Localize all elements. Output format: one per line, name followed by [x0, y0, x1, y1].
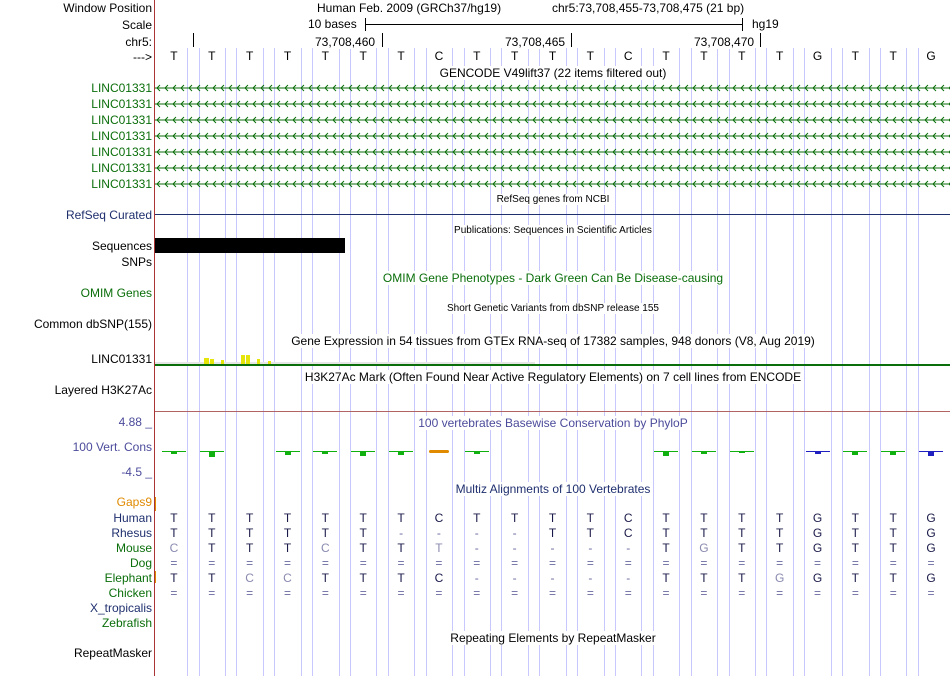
phylop-baseline-segment — [351, 451, 375, 452]
alignment-base: T — [473, 511, 481, 525]
alignment-base: = — [435, 586, 443, 600]
alignment-base: = — [397, 556, 405, 570]
alignment-base: T — [359, 571, 367, 585]
refseq-gene-line[interactable] — [155, 214, 950, 215]
gtex-bar[interactable] — [257, 359, 260, 364]
alignment-base: T — [586, 511, 595, 525]
gaps-track-label[interactable]: Gaps9 — [116, 495, 152, 509]
phylop-baseline-segment — [692, 451, 716, 452]
alignment-base: = — [662, 556, 670, 570]
base-letter: T — [510, 49, 519, 63]
base-letter: T — [321, 49, 330, 63]
alignment-base: - — [588, 541, 593, 555]
alignment-base: = — [738, 586, 746, 600]
gaps-marker — [155, 497, 156, 511]
gridline — [717, 48, 718, 676]
alignment-base: = — [246, 556, 254, 570]
phylop-mark[interactable] — [171, 452, 177, 454]
alignment-base: T — [889, 526, 897, 540]
phylop-baseline-segment — [200, 451, 224, 452]
base-letter: G — [812, 49, 823, 63]
h3k27ac-track-label[interactable]: Layered H3K27Ac — [54, 383, 152, 397]
gencode-row-label[interactable]: LINC01331 — [91, 145, 152, 159]
strand-label: ---> — [133, 50, 152, 64]
alignment-base: T — [435, 541, 443, 555]
alignment-base: T — [889, 541, 897, 555]
alignment-base: T — [170, 511, 178, 525]
phylop-mark[interactable] — [852, 452, 858, 455]
omim-track-title: OMIM Gene Phenotypes - Dark Green Can Be Disease-causing — [382, 271, 724, 285]
gencode-row-label[interactable]: LINC01331 — [91, 81, 152, 95]
snps-track-label[interactable]: SNPs — [121, 255, 152, 269]
alignment-base: G — [926, 511, 936, 525]
alignment-base: T — [738, 526, 746, 540]
phylop-mark[interactable] — [928, 452, 934, 456]
phylop-baseline-segment — [806, 451, 830, 452]
base-letter: T — [700, 49, 708, 63]
alignment-base: = — [397, 586, 405, 600]
alignment-base: T — [170, 526, 178, 540]
base-letter: C — [434, 49, 444, 63]
alignment-base: T — [208, 571, 216, 585]
alignment-base: T — [397, 511, 405, 525]
alignment-base: = — [473, 586, 481, 600]
browser-track-area[interactable] — [155, 0, 950, 676]
alignment-base: T — [359, 526, 367, 540]
gtex-bar[interactable] — [221, 360, 224, 364]
alignment-base: T — [700, 526, 708, 540]
alignment-base: T — [586, 526, 595, 540]
species-label-human[interactable]: Human — [113, 511, 152, 525]
gridline — [869, 48, 870, 676]
gtex-bar[interactable] — [241, 355, 245, 364]
alignment-base: T — [889, 511, 897, 525]
alignment-base: - — [474, 541, 479, 555]
base-letter: T — [170, 49, 178, 63]
alignment-base: = — [738, 556, 746, 570]
alignment-base: = — [927, 586, 935, 600]
alignment-base: = — [511, 586, 519, 600]
assembly-name: Human Feb. 2009 (GRCh37/hg19) — [317, 1, 502, 15]
base-letter: T — [359, 49, 367, 63]
phylop-baseline-segment — [313, 451, 337, 452]
scale-text: 10 bases — [308, 17, 357, 31]
ruler-tick — [382, 33, 383, 47]
base-letter: C — [623, 49, 633, 63]
base-letter: T — [889, 49, 897, 63]
base-letter: T — [245, 49, 254, 63]
gridline — [880, 48, 881, 676]
alignment-base: C — [283, 571, 292, 585]
alignment-base: T — [245, 526, 254, 540]
alignment-base: G — [812, 571, 823, 585]
phylop-baseline-segment — [389, 451, 413, 452]
ruler-tick — [193, 33, 194, 47]
gtex-bar[interactable] — [268, 361, 271, 364]
gridline — [679, 48, 680, 676]
phylop-baseline-segment — [654, 451, 678, 452]
alignment-base: T — [738, 571, 746, 585]
phylop-min-label: -4.5 _ — [121, 465, 152, 479]
gridline — [793, 48, 794, 676]
alignment-base: = — [889, 586, 897, 600]
scale-bar-left-tick — [365, 18, 366, 31]
alignment-base: - — [512, 541, 517, 555]
phylop-baseline-segment — [276, 451, 300, 452]
alignment-base: G — [812, 511, 823, 525]
phylop-mark[interactable] — [322, 452, 328, 454]
alignment-base: = — [851, 586, 859, 600]
phylop-track-label[interactable]: 100 Vert. Cons — [72, 440, 152, 454]
scale-label: Scale — [121, 18, 152, 32]
gencode-transcript-line[interactable] — [155, 116, 950, 124]
phylop-mark[interactable] — [739, 452, 745, 453]
alignment-base: = — [208, 556, 216, 570]
alignment-base: - — [399, 526, 404, 540]
alignment-base: T — [548, 526, 557, 540]
phylop-baseline-segment — [881, 451, 905, 452]
phylop-track-title: 100 vertebrates Basewise Conservation by PhyloP — [418, 416, 688, 430]
gencode-transcript-line[interactable] — [155, 84, 950, 92]
track-label-column — [0, 0, 154, 676]
alignment-base: - — [512, 526, 517, 540]
ruler-tick — [760, 33, 761, 47]
alignment-base: T — [889, 571, 897, 585]
alignment-base: = — [473, 556, 481, 570]
chrom-label: chr5: — [125, 35, 152, 49]
species-label-rhesus[interactable]: Rhesus — [111, 526, 152, 540]
alignment-base: = — [776, 586, 784, 600]
alignment-base: - — [626, 541, 631, 555]
phylop-mark[interactable] — [360, 452, 366, 456]
alignment-base: T — [775, 526, 784, 540]
alignment-base: C — [434, 511, 444, 525]
position-readout: chr5:73,708,455-73,708,475 (21 bp) — [552, 1, 745, 15]
alignment-base: C — [321, 541, 330, 555]
phylop-max-label: 4.88 _ — [118, 415, 152, 429]
alignment-base: = — [813, 556, 822, 570]
alignment-base: T — [321, 571, 330, 585]
gridline — [577, 48, 578, 676]
scale-db: hg19 — [752, 17, 779, 31]
alignment-base: T — [548, 511, 557, 525]
ruler-tick-label: 73,708,465 — [505, 35, 566, 49]
gridline — [831, 48, 832, 676]
phylop-mark[interactable] — [474, 452, 480, 454]
gridline — [842, 48, 843, 676]
phylop-mark[interactable] — [815, 452, 821, 454]
phylop-baseline-segment — [730, 451, 754, 452]
repeatmasker-track-label[interactable]: RepeatMasker — [73, 646, 152, 660]
ruler-tick-label: 73,708,470 — [694, 35, 755, 49]
alignment-base: G — [699, 541, 709, 555]
h3k27ac-baseline — [155, 411, 950, 412]
gtex-track-label[interactable]: LINC01331 — [91, 352, 152, 366]
alignment-base: T — [245, 541, 254, 555]
base-letter: T — [397, 49, 405, 63]
alignment-base: - — [474, 571, 479, 585]
alignment-base: T — [283, 526, 292, 540]
alignment-base: = — [511, 556, 519, 570]
gencode-row-label[interactable]: LINC01331 — [91, 161, 152, 175]
gencode-transcript-line[interactable] — [155, 100, 950, 108]
base-letter: G — [926, 49, 936, 63]
alignment-base: = — [283, 556, 292, 570]
alignment-base: T — [208, 526, 216, 540]
alignment-base: G — [926, 541, 936, 555]
phylop-logo-glyph — [429, 450, 449, 453]
alignment-base: = — [208, 586, 216, 600]
h3k27ac-track-title: H3K27Ac Mark (Often Found Near Active Regulatory Elements) on 7 cell lines from ENCODE — [304, 370, 802, 384]
gridline — [615, 48, 616, 676]
gridline — [906, 48, 907, 676]
gridline — [691, 48, 692, 676]
alignment-base: G — [774, 571, 785, 585]
gtex-bar[interactable] — [210, 359, 214, 364]
alignment-base: T — [208, 541, 216, 555]
alignment-base: T — [775, 541, 784, 555]
alignment-base: T — [851, 571, 860, 585]
phylop-baseline-segment — [843, 451, 867, 452]
phylop-mark[interactable] — [209, 452, 215, 457]
gridline — [755, 48, 756, 676]
alignment-base: T — [662, 571, 670, 585]
alignment-base: T — [738, 541, 746, 555]
phylop-mark[interactable] — [890, 452, 896, 455]
phylop-mark[interactable] — [663, 452, 669, 456]
refseq-track-title: RefSeq genes from NCBI — [496, 194, 610, 205]
alignment-base: T — [245, 511, 254, 525]
alignment-base: T — [321, 526, 330, 540]
alignment-base: = — [851, 556, 859, 570]
base-letter: T — [473, 49, 481, 63]
publications-track-title: Publications: Sequences in Scientific Articles — [454, 225, 652, 236]
alignment-base: T — [283, 511, 292, 525]
refseq-track-label[interactable]: RefSeq Curated — [65, 208, 152, 222]
window-position-label: Window Position — [63, 1, 152, 15]
scale-bar — [365, 24, 742, 25]
alignment-base: = — [359, 586, 367, 600]
alignment-base: = — [548, 556, 557, 570]
alignment-base: G — [812, 526, 823, 540]
alignment-base: = — [246, 586, 254, 600]
gridline — [566, 48, 567, 676]
gencode-row-label[interactable]: LINC01331 — [91, 113, 152, 127]
alignment-base: T — [321, 511, 330, 525]
alignment-base: = — [321, 586, 329, 600]
species-label-dog[interactable]: Dog — [129, 556, 152, 570]
alignment-base: G — [926, 526, 936, 540]
alignment-base: T — [359, 541, 367, 555]
base-letter: T — [586, 49, 595, 63]
alignment-base: = — [624, 556, 632, 570]
alignment-base: - — [436, 526, 441, 540]
phylop-baseline-segment — [919, 451, 943, 452]
alignment-base: - — [550, 571, 555, 585]
alignment-base: T — [397, 541, 405, 555]
alignment-base: T — [208, 511, 216, 525]
base-letter: T — [283, 49, 292, 63]
alignment-base: G — [812, 541, 823, 555]
alignment-base: T — [662, 526, 670, 540]
base-letter: T — [775, 49, 784, 63]
gencode-row-label[interactable]: LINC01331 — [91, 129, 152, 143]
alignment-base: T — [359, 511, 367, 525]
alignment-base: = — [927, 556, 935, 570]
alignment-base: = — [170, 556, 178, 570]
alignment-base: = — [700, 556, 708, 570]
phylop-baseline-segment — [162, 451, 186, 452]
gridline — [539, 48, 540, 676]
alignment-base: T — [851, 541, 860, 555]
alignment-base: = — [435, 556, 443, 570]
scale-bar-right-tick — [742, 18, 743, 31]
gtex-bar[interactable] — [246, 355, 250, 364]
phylop-baseline-segment — [465, 451, 489, 452]
alignment-base: T — [738, 511, 746, 525]
species-label-mouse[interactable]: Mouse — [115, 541, 152, 555]
alignment-base: = — [321, 556, 329, 570]
alignment-base: C — [623, 526, 633, 540]
gencode-transcript-line[interactable] — [155, 180, 950, 188]
gridline — [604, 48, 605, 676]
alignment-base: = — [283, 586, 292, 600]
ruler-tick — [571, 33, 572, 47]
alignment-base: T — [397, 571, 405, 585]
alignment-base: C — [245, 571, 254, 585]
gridline — [641, 48, 642, 676]
gridline — [918, 48, 919, 676]
alignment-base: = — [548, 586, 557, 600]
base-letter: T — [548, 49, 557, 63]
gencode-track-title: GENCODE V49lift37 (22 items filtered out) — [439, 66, 667, 80]
species-label-zebrafish[interactable]: Zebrafish — [101, 616, 152, 630]
alignment-base: T — [851, 511, 860, 525]
phylop-mark[interactable] — [285, 452, 291, 455]
gencode-transcript-line[interactable] — [155, 132, 950, 140]
alignment-base: - — [588, 571, 593, 585]
gencode-row-label[interactable]: LINC01331 — [91, 177, 152, 191]
alignment-base: T — [662, 511, 670, 525]
ruler-tick-label: 73,708,460 — [315, 35, 376, 49]
gtex-bar[interactable] — [204, 358, 209, 364]
alignment-base: T — [851, 526, 860, 540]
gaps-marker — [155, 571, 156, 583]
alignment-base: T — [700, 511, 708, 525]
alignment-base: C — [623, 511, 633, 525]
gencode-row-label[interactable]: LINC01331 — [91, 97, 152, 111]
alignment-base: = — [586, 586, 594, 600]
gtex-baseline — [155, 364, 950, 366]
alignment-base: = — [586, 556, 594, 570]
alignment-base: = — [359, 556, 367, 570]
alignment-base: = — [170, 586, 178, 600]
species-label-x-tropicalis[interactable]: X_tropicalis — [89, 601, 152, 615]
species-label-elephant[interactable]: Elephant — [104, 571, 152, 585]
alignment-base: = — [776, 556, 784, 570]
alignment-base: T — [775, 511, 784, 525]
repeatmasker-track-title: Repeating Elements by RepeatMasker — [450, 631, 656, 645]
alignment-base: T — [170, 571, 178, 585]
gencode-transcript-line[interactable] — [155, 148, 950, 156]
alignment-base: T — [283, 541, 292, 555]
alignment-base: T — [662, 541, 670, 555]
species-label-chicken[interactable]: Chicken — [108, 586, 152, 600]
gridline — [653, 48, 654, 676]
alignment-base: = — [662, 586, 670, 600]
phylop-mark[interactable] — [398, 452, 404, 455]
base-letter: T — [208, 49, 216, 63]
alignment-base: = — [889, 556, 897, 570]
base-letter: T — [851, 49, 860, 63]
dbsnp-track-title: Short Genetic Variants from dbSNP release 155 — [447, 303, 659, 314]
omim-track-label[interactable]: OMIM Genes — [80, 286, 152, 300]
alignment-base: T — [510, 511, 519, 525]
base-letter: T — [738, 49, 746, 63]
alignment-base: C — [169, 541, 179, 555]
gtex-track-title: Gene Expression in 54 tissues from GTEx RNA-seq of 17382 samples, 948 donors (V8, Aug 2019) — [291, 334, 815, 348]
alignment-base: T — [700, 571, 708, 585]
alignment-base: - — [474, 526, 479, 540]
alignment-base: C — [434, 571, 444, 585]
sequences-track-label[interactable]: Sequences — [91, 239, 152, 253]
alignment-base: = — [700, 586, 708, 600]
gridline — [729, 48, 730, 676]
alignment-base: - — [512, 571, 517, 585]
gencode-transcript-line[interactable] — [155, 164, 950, 172]
alignment-base: G — [926, 571, 936, 585]
gridline — [766, 48, 767, 676]
dbsnp-track-label[interactable]: Common dbSNP(155) — [33, 317, 152, 331]
base-letter: T — [662, 49, 670, 63]
alignment-base: - — [626, 571, 631, 585]
alignment-base: = — [624, 586, 632, 600]
phylop-mark[interactable] — [701, 452, 707, 454]
alignment-base: - — [550, 541, 555, 555]
publication-sequence-block[interactable] — [155, 238, 345, 253]
gridline — [804, 48, 805, 676]
alignment-base: = — [813, 586, 822, 600]
multiz-track-title: Multiz Alignments of 100 Vertebrates — [455, 482, 651, 496]
